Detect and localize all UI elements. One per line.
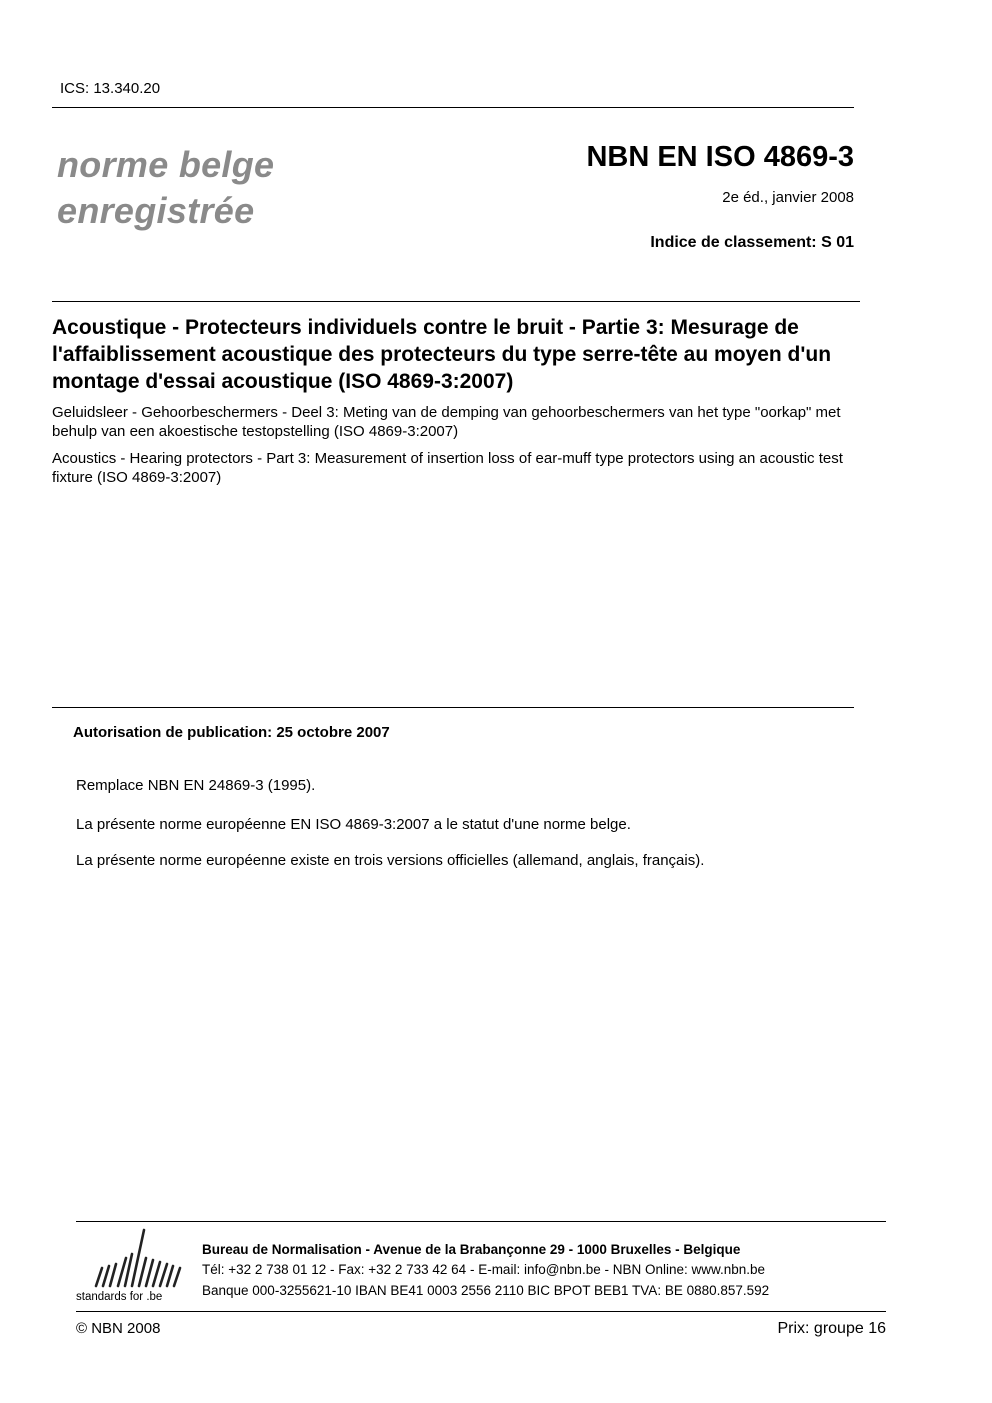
- classification-index: Indice de classement: S 01: [650, 234, 854, 251]
- norme-line-2: enregistrée: [57, 190, 255, 231]
- publication-divider: [52, 707, 854, 708]
- footer-bottom-divider: [76, 1311, 886, 1312]
- nbn-logo: [76, 1228, 188, 1308]
- norme-belge-label: [57, 142, 274, 234]
- note-versions: La présente norme européenne existe en trois versions officielles (allemand, anglais, français).: [76, 852, 705, 869]
- note-status: La présente norme européenne EN ISO 4869-3:2007 a le statut d'une norme belge.: [76, 816, 631, 833]
- nbn-logo-icon: [76, 1228, 188, 1308]
- note-replaces: Remplace NBN EN 24869-3 (1995).: [76, 777, 316, 794]
- title-french: Acoustique - Protecteurs individuels contre le bruit - Partie 3: Mesurage de l'affaiblissement acoustique des protecteurs du type serre-tête au moyen d'un montage d'essai acoustique (ISO 4869-3:2007): [52, 316, 832, 393]
- title-english: Acoustics - Hearing protectors - Part 3: Measurement of insertion loss of ear-muff type protectors using an acoustic test fixture (ISO 4869-3:2007): [52, 450, 843, 486]
- title-divider: [52, 301, 860, 302]
- footer-address: Bureau de Normalisation - Avenue de la Brabançonne 29 - 1000 Bruxelles - Belgique: [202, 1242, 741, 1257]
- title-dutch: Geluidsleer - Gehoorbeschermers - Deel 3: Meting van de demping van gehoorbeschermers van het type "oorkap" met behulp van een akoestische testopstelling (ISO 4869-3:2007): [52, 404, 841, 440]
- edition: 2e éd., janvier 2008: [722, 189, 854, 206]
- logo-tagline: standards for .be: [76, 1291, 163, 1303]
- footer-contact: Tél: +32 2 738 01 12 - Fax: +32 2 733 42 64 - E-mail: info@nbn.be - NBN Online: www.nbn.be: [202, 1262, 766, 1277]
- footer-top-divider: [76, 1221, 886, 1222]
- publication-authorisation: Autorisation de publication: 25 octobre 2007: [73, 724, 390, 741]
- ics-code: ICS: 13.340.20: [60, 80, 161, 97]
- norme-line-1: norme belge: [57, 144, 275, 185]
- copyright: © NBN 2008: [76, 1320, 161, 1337]
- price-group: Prix: groupe 16: [777, 1320, 886, 1337]
- footer-bank: Banque 000-3255621-10 IBAN BE41 0003 2556 2110 BIC BPOT BEB1 TVA: BE 0880.857.592: [202, 1283, 770, 1298]
- header-divider: [52, 107, 854, 108]
- standard-number: NBN EN ISO 4869-3: [586, 141, 854, 173]
